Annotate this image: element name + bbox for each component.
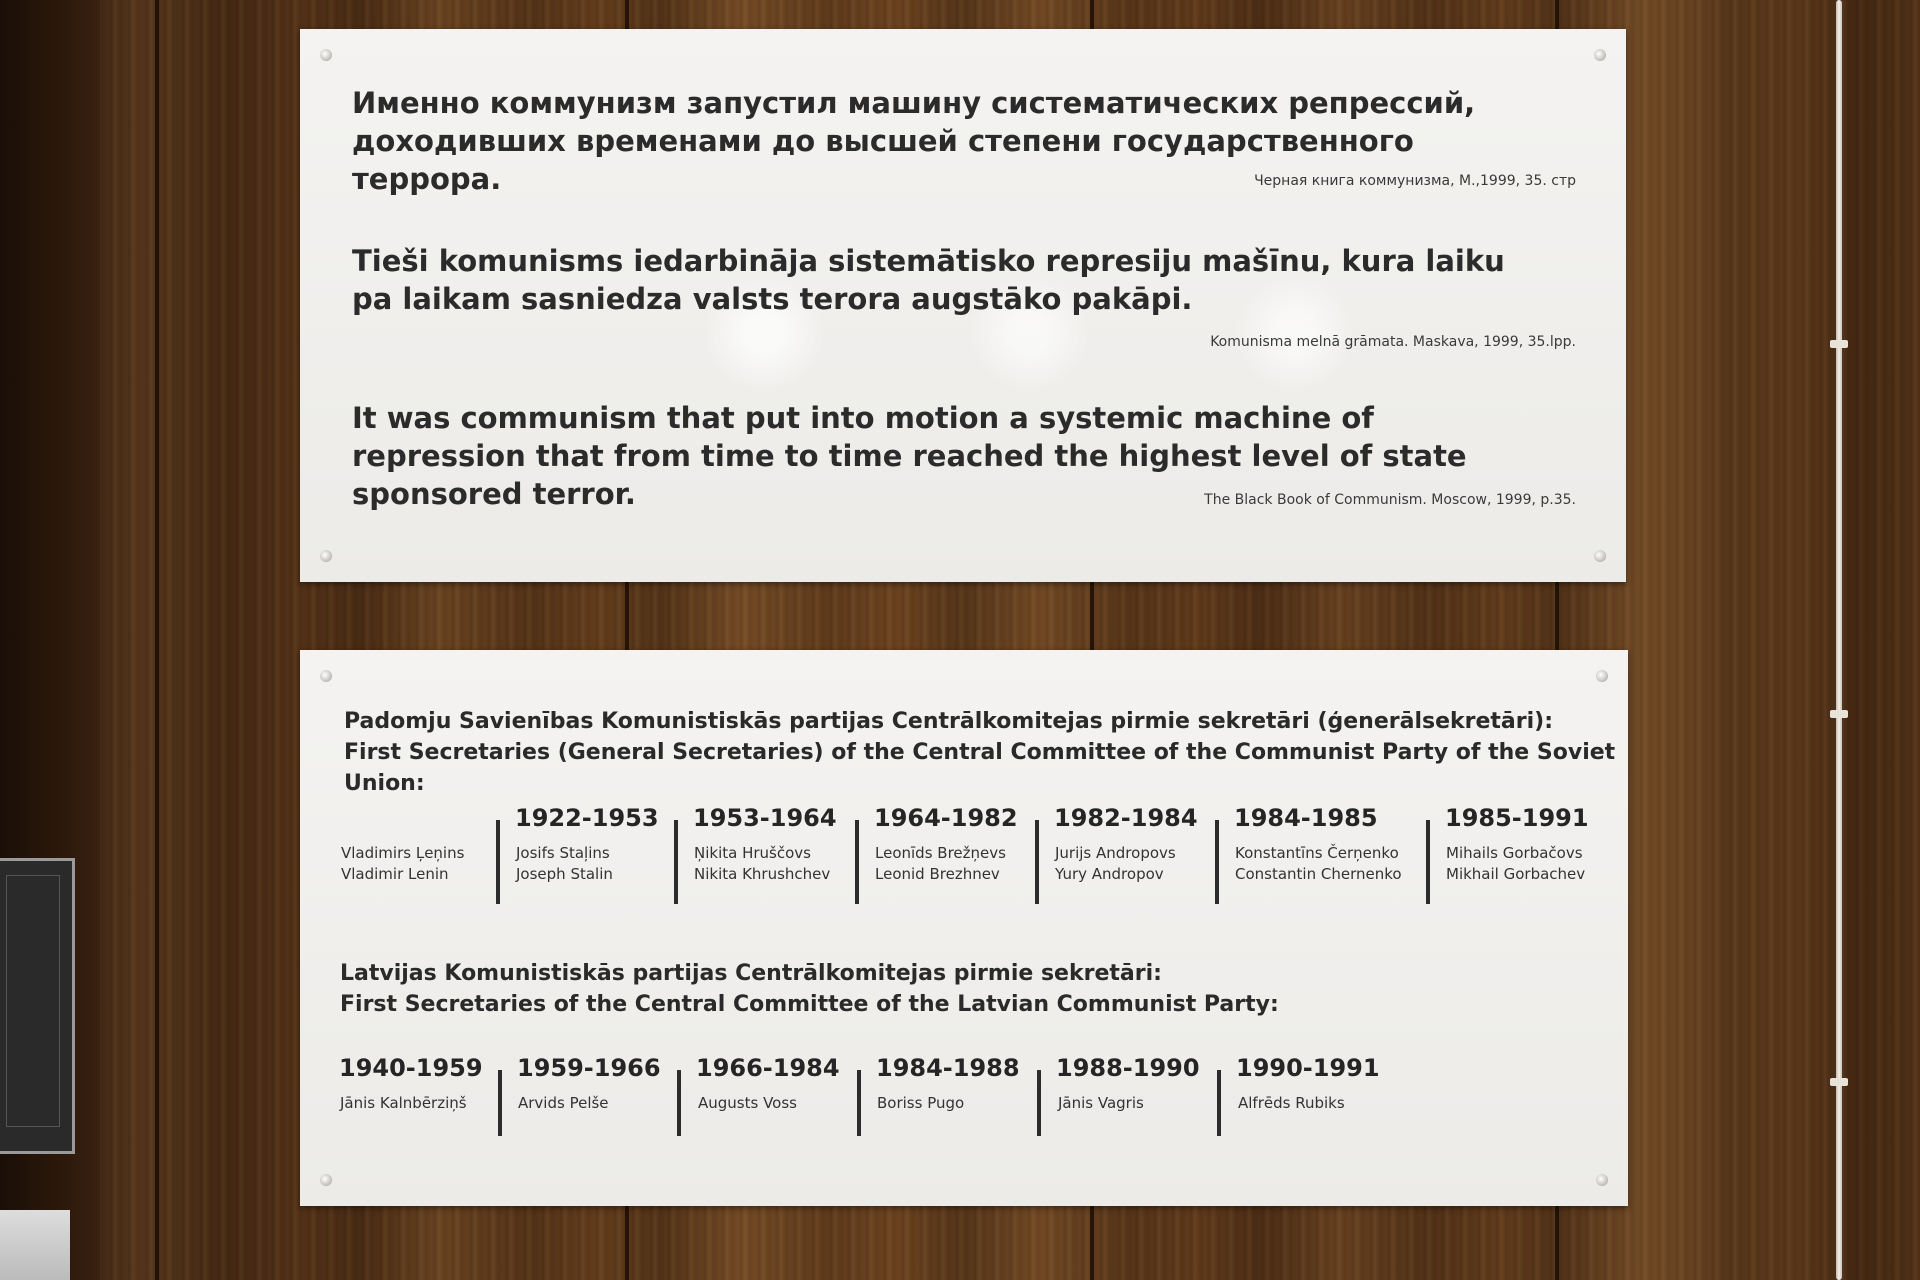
cable-clip xyxy=(1830,340,1848,348)
name-en: Vladimir Lenin xyxy=(341,865,449,883)
quote-english: It was communism that put into motion a systemic machine of repression that from time to time reached the highest level of state sponsored terror. xyxy=(352,401,1467,511)
soviet-heading-en: First Secretaries (General Secretaries) of the Central Committee of the Communist Party of the Soviet Union: xyxy=(344,740,1616,796)
screw xyxy=(320,1174,332,1186)
name: Augusts Voss xyxy=(698,1094,797,1112)
wall-device xyxy=(0,858,75,1154)
years: 1982-1984 xyxy=(1054,804,1198,832)
name-lv: Konstantīns Čerņenko xyxy=(1235,844,1399,862)
name-lv: Josifs Staļins xyxy=(516,844,610,862)
latvian-heading-lv: Latvijas Komunistiskās partijas Centrālkomitejas pirmie sekretāri: xyxy=(340,961,1162,986)
name-lv: Leonīds Brežņevs xyxy=(875,844,1006,862)
years: 1966-1984 xyxy=(696,1054,840,1082)
years: 1959-1966 xyxy=(517,1054,661,1082)
separator xyxy=(496,820,500,904)
name-lv: Ņikita Hruščovs xyxy=(694,844,811,862)
screw xyxy=(1596,1174,1608,1186)
source-russian: Черная книга коммунизма, М.,1999, 35. стр xyxy=(1254,173,1576,189)
separator xyxy=(855,820,859,904)
name-en: Yury Andropov xyxy=(1055,865,1164,883)
screw xyxy=(320,550,332,562)
source-latvian: Komunisma melnā grāmata. Maskava, 1999, 35.lpp. xyxy=(1210,334,1576,350)
name-en: Nikita Khrushchev xyxy=(694,865,831,883)
years: 1964-1982 xyxy=(874,804,1018,832)
quote-russian: Именно коммунизм запустил машину систематических репрессий, доходивших временами до высшей степени государственного террора. xyxy=(352,86,1476,196)
separator xyxy=(1217,1070,1221,1136)
quote-latvian: Tieši komunisms iedarbināja sistemātisko represiju mašīnu, kura laiku pa laikam sasniedza valsts terora augstāko pakāpi. xyxy=(352,244,1505,316)
years: 1985-1991 xyxy=(1445,804,1589,832)
separator xyxy=(1426,820,1430,904)
plank-seam xyxy=(155,0,159,1280)
separator xyxy=(857,1070,861,1136)
secretaries-panel xyxy=(300,650,1628,1206)
screw xyxy=(1594,49,1606,61)
screw xyxy=(320,49,332,61)
name-en: Leonid Brezhnev xyxy=(875,865,1000,883)
screw xyxy=(1596,670,1608,682)
years: 1922-1953 xyxy=(515,804,659,832)
separator xyxy=(677,1070,681,1136)
name: Jānis Kalnbērziņš xyxy=(340,1094,467,1112)
separator xyxy=(1215,820,1219,904)
name: Jānis Vagris xyxy=(1058,1094,1144,1112)
quote-panel xyxy=(300,29,1626,582)
screw xyxy=(320,670,332,682)
name-lv: Vladimirs Ļeņins xyxy=(341,844,465,862)
name: Alfrēds Rubiks xyxy=(1238,1094,1345,1112)
wall-cable xyxy=(1836,0,1842,1280)
name-lv: Mihails Gorbačovs xyxy=(1446,844,1583,862)
name-en: Joseph Stalin xyxy=(516,865,613,883)
name: Boriss Pugo xyxy=(877,1094,965,1112)
name-en: Mikhail Gorbachev xyxy=(1446,865,1586,883)
years: 1988-1990 xyxy=(1056,1054,1200,1082)
name-lv: Jurijs Andropovs xyxy=(1055,844,1176,862)
screw xyxy=(1594,550,1606,562)
soviet-heading-lv: Padomju Savienības Komunistiskās partijas Centrālkomitejas pirmie sekretāri (ģenerālsekretāri): xyxy=(344,709,1554,734)
latvian-heading-en: First Secretaries of the Central Committee of the Latvian Communist Party: xyxy=(340,992,1279,1017)
separator xyxy=(1037,1070,1041,1136)
years: 1990-1991 xyxy=(1236,1054,1380,1082)
separator xyxy=(1035,820,1039,904)
years: 1940-1959 xyxy=(339,1054,483,1082)
separator xyxy=(498,1070,502,1136)
name: Arvids Pelše xyxy=(518,1094,609,1112)
cable-clip xyxy=(1830,710,1848,718)
years: 1984-1988 xyxy=(876,1054,1020,1082)
name-en: Constantin Chernenko xyxy=(1235,865,1402,883)
separator xyxy=(674,820,678,904)
years: 1953-1964 xyxy=(693,804,837,832)
floor xyxy=(0,1210,70,1280)
years: 1984-1985 xyxy=(1234,804,1378,832)
source-english: The Black Book of Communism. Moscow, 1999, p.35. xyxy=(1204,492,1576,508)
cable-clip xyxy=(1830,1078,1848,1086)
